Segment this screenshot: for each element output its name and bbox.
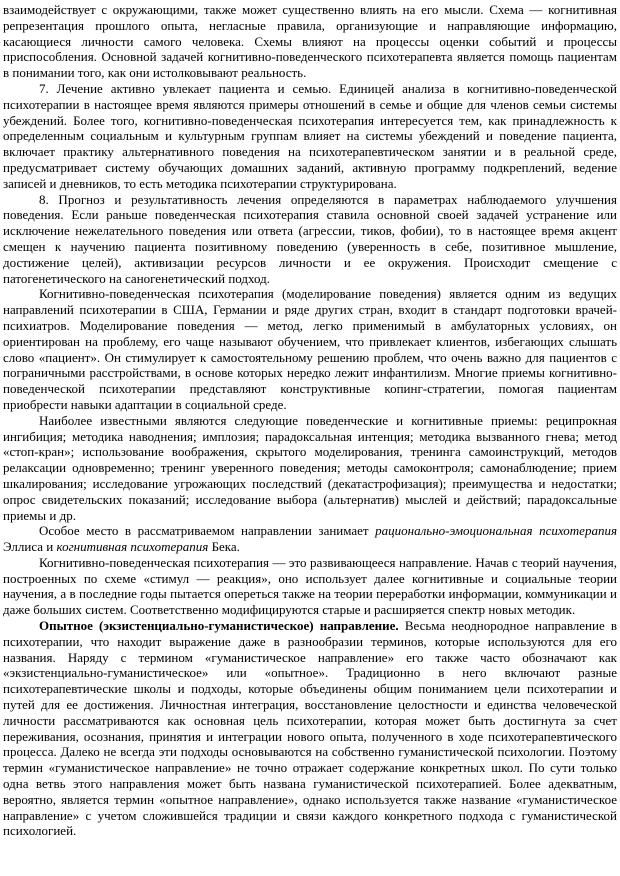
special-place-text-middle: Эллиса и — [3, 539, 57, 555]
paragraph-developing-direction: Когнитивно-поведенческая психотерапия — это развивающееся направление. Начав с теорий научения, построенных по схеме «стимул — реакция», оно использует далее когнитивные и социальные теории научения, а в последние годы пытается опереться также на теории переработки информации, коммуникации и даже больших систем. Соответственно модифицируются старые и расширяется спектр новых методик. — [3, 554, 617, 618]
paragraph-point-8: 8. Прогноз и результативность лечения определяются в параметрах наблюдаемого улучшения поведения. Если раньше поведенческая психотерапия ставила основной своей задачей устранение или исключение нежелательного поведения или ответа (агрессии, тиков, фобии), то в настоящее время акцент смещен к научению пациента позитивному поведению (уверенность в себе, позитивное мышление, достижение целей), активизации ресурсов личности и ее окружения. Происходит смещение с патогенетического на саногенетический подход. — [3, 191, 617, 286]
paragraph-schema-continuation: взаимодействует с окружающими, также может существенно влиять на его мысли. Схема — когнитивная репрезентация прошлого опыта, негласные правила, организующие и направляющие информацию, касающиеся личности самого человека. Схемы влияют на процессы оценки событий и процессы приспособления. Основной задачей когнитивно-поведенческого психотерапевта является помощь пациентам в понимании того, как они истолковывают реальность. — [3, 2, 617, 81]
special-place-text-after: Бека. — [208, 539, 240, 555]
paragraph-special-place — [3, 523, 617, 555]
paragraph-behavior-modeling: Когнитивно-поведенческая психотерапия (моделирование поведения) является одним из ведущих направлений психотерапии в США, Германии и ряде других стран, входит в стандарт подготовки врачей-психиатров. Моделирование поведения — метод, легко применимый в амбулаторных условиях, он ориентирован на проблему, его чаще называют обучением, что привлекает клиентов, избегающих слышать слово «пациент». Он стимулирует к самостоятельному решению проблем, что очень важно для пациентов с пограничными расстройствами, в основе которых нередко лежит инфантилизм. Многие приемы когнитивно-поведенческой психотерапии представляют конструктивные копинг-стратегии, помогая пациентам приобрести навыки адаптации в социальной среде. — [3, 286, 617, 412]
paragraph-experiential-direction — [3, 618, 617, 839]
paragraph-point-7: 7. Лечение активно увлекает пациента и семью. Единицей анализа в когнитивно-поведенческой психотерапии в настоящее время являются примеры отношений в семье и общие для членов семьи системы убеждений. Более того, когнитивно-поведенческая психотерапия интересуется тем, как принадлежность к определенным социальным и культурным группам влияет на системы убеждений и поведение пациента, включает практику альтернативного поведения на психотерапевтическом занятии и в реальной среде, предусматривает систему обучающих домашних заданий, активную программу подкреплений, ведение записей и дневников, то есть методика психотерапии структурирована. — [3, 80, 617, 191]
paragraph-techniques-list: Наиболее известными являются следующие поведенческие и когнитивные приемы: реципрокная ингибиция; методика наводнения; имплозия; парадоксальная интенция; методика вызванного гнева; метод «стоп-кран»; использование воображения, скрытого моделирования, тренинга самоинструкций, методов релаксации одновременно; тренинг уверенного поведения; методы самоконтроля; самонаблюдение; прием шкалирования; исследование угрожающих последствий (декатастрофизация); преимущества и недостатки; опрос свидетельских показаний; исследование выбора (альтернатив) мыслей и действий; парадоксальные приемы и др. — [3, 412, 617, 523]
experiential-direction-heading: Опытное (экзистенциально-гуманистическое) направление. — [39, 618, 399, 634]
special-place-text-before: Особое место в рассматриваемом направлении занимает — [39, 523, 376, 539]
experiential-direction-body: Весьма неоднородное направление в психотерапии, что находит выражение даже в разнообразии терминов, которые используются для его названия. Наряду с термином «гуманистическое направление» его также часто обозначают как «экзистенциально-гуманистическое» или «опытное». Традиционно в него включают разные психотерапевтические школы и подходы, которые объединены общим пониманием цели психотерапии и путей для ее достижения. Личностная интеграция, восстановление целостности и единства человеческой личности рассматриваются как основная цель психотерапии, которая может быть достигнута за счет переживания, осознания, принятия и интеграции нового опыта, полученного в ходе психотерапевтического процесса. Далеко не всегда эти подходы основываются на собственно гуманистической психологии. Поэтому термин «гуманистическое направление» не точно отражает содержание конкретных школ. По сути только одна ветвь этого направления может быть названа гуманистической психотерапией. Более адекватным, вероятно, является термин «опытное направление», однако используется также название «гуманистическое направление» с учетом сложившейся традиции и связи каждого конкретного подхода с гуманистической психологией. — [3, 618, 617, 839]
cognitive-therapy-term: когнитивная психотерапия — [56, 539, 209, 555]
rational-emotive-therapy-term: рационально-эмоциональная психотерапия — [375, 523, 617, 539]
